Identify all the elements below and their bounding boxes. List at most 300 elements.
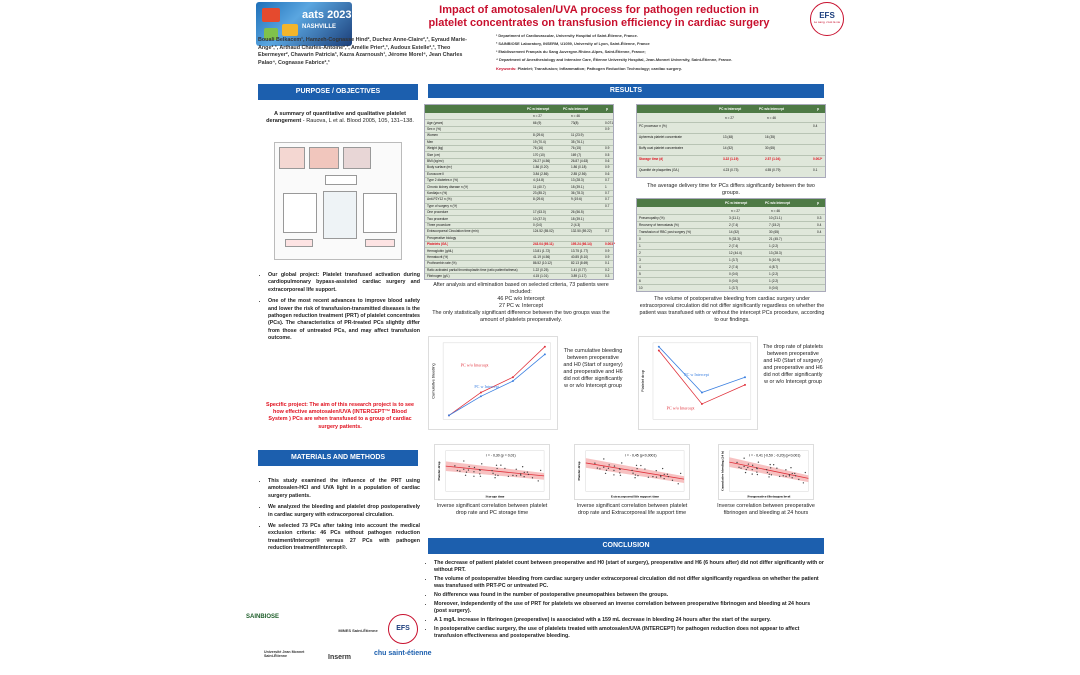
table1-caption-text: After analysis and elimination based on selected criteria, 73 patients were included:	[433, 282, 609, 295]
table-platelet-concentrates	[636, 104, 826, 178]
table1-cell: 170 (10)	[533, 152, 545, 157]
table3-cell: 0.3	[817, 215, 822, 220]
scatter-point	[468, 469, 469, 470]
summary-title: A summary of quantitative and qualitative platelet derangement	[266, 111, 406, 124]
scatter-point	[457, 470, 458, 471]
y-axis-label: Cumulative bleeding (24 h)	[720, 450, 725, 492]
scatter-point	[769, 464, 770, 465]
table1-cell: 0.7	[605, 229, 610, 234]
table3-cell: 1 (2.2)	[769, 271, 779, 276]
scatter-point	[512, 475, 513, 476]
table2-cell: 14 (52)	[723, 145, 734, 150]
congress-logo-text: aats 2023	[302, 9, 352, 21]
table2-n-1: n = 27	[725, 116, 734, 120]
table1-row-divider	[425, 215, 613, 216]
table3-cell: 6	[639, 278, 641, 283]
x-axis-label: Storage time	[485, 494, 505, 499]
table3-header-1: PC w Intercept	[725, 201, 748, 205]
y-axis-label: Platelet drop	[436, 461, 441, 481]
scatter-point	[783, 475, 784, 476]
poster-title	[414, 4, 784, 30]
scatter-point	[481, 463, 482, 464]
table1-cell: 41.19 (4.56)	[533, 254, 551, 259]
scatter-point	[648, 477, 649, 478]
table1-cell: 76 (16)	[533, 146, 544, 151]
table1-row-divider	[425, 209, 613, 210]
scatter-point	[594, 463, 595, 464]
summary-reference	[266, 111, 414, 125]
purpose-bullets	[262, 272, 420, 347]
table1-row-divider	[425, 126, 613, 127]
table1-cell: 1.86 (0.18)	[571, 165, 587, 170]
scatter-point	[527, 471, 528, 472]
correlation-annotation: r = - 0,45 (p<0,0001)	[624, 453, 657, 458]
data-point	[658, 346, 660, 348]
table1-cell: 36 (78.3)	[571, 190, 584, 195]
scatter-point	[459, 471, 460, 472]
table3-cell: 10	[639, 285, 643, 290]
conclusion-bullet-5: • A 1 mg/L increase in fibrinogen (preoperative) is associated with a 159 mL decrease in bleeding 24 hours after the start of the surgery.	[434, 617, 824, 624]
table1-row-divider	[425, 222, 613, 223]
table1-cell: Platelets (G/L)	[427, 242, 449, 247]
scatter-point	[632, 473, 633, 474]
table1-cell: 0.5	[605, 152, 610, 157]
scatter-point	[619, 472, 620, 473]
scatter-point	[538, 480, 539, 481]
scatter-point	[608, 468, 609, 469]
scatter-point	[756, 471, 757, 472]
table1-cell: 0.6	[605, 171, 610, 176]
scatter-point	[805, 472, 806, 473]
table3-cell: 2 (7.4)	[729, 222, 739, 227]
table1-cell: Three procedure	[427, 222, 451, 227]
table1-cell: 11 (40.7)	[533, 184, 546, 189]
efs-bottom-logo: EFS	[388, 614, 418, 644]
efs-logo-tagline: Le sang, c'est la vie	[813, 20, 841, 24]
scatter-point	[773, 464, 774, 465]
table3-cell: 30 (65)	[769, 229, 780, 234]
x-axis-label: Preoperative fibrinogen level	[747, 494, 791, 499]
table1-cell: 13.75 (1.77)	[571, 248, 589, 253]
table1-cell: Hematocrit (%)	[427, 254, 449, 259]
table1-cell: 4 (14.8)	[533, 178, 544, 183]
conclusion-bullet-6: • In postoperative cardiac surgery, the use of platelets treated with amotosalen/UVA (INTERCEPT) for pathogen reduction does not appear to affect transfusion effectiveness and postoperative bleeding.	[434, 626, 824, 640]
table1-cell: Preoperative biology	[427, 235, 457, 240]
table1-cell: 132.50 (59.22)	[571, 229, 592, 234]
scatter-point	[668, 476, 669, 477]
scatter-point	[504, 468, 505, 469]
scatter-point	[496, 465, 497, 466]
scatter-point	[752, 469, 753, 470]
table1-cell: Women	[427, 133, 438, 138]
keywords	[496, 66, 682, 71]
table1-cell: 124.52 (55.02)	[533, 229, 554, 234]
table1-cell: 0.9	[605, 248, 610, 253]
table1-cell: 0.3	[605, 274, 610, 279]
scatter-point	[636, 465, 637, 466]
table3-cell: 1 (2.2)	[769, 243, 779, 248]
table1-cell: Men	[427, 139, 434, 144]
scatter-point	[468, 466, 469, 467]
scatter-point	[620, 475, 621, 476]
scatter-point	[743, 458, 744, 459]
scatter-point	[473, 471, 474, 472]
table1-cell: Age (years)	[427, 120, 444, 125]
table3-cell: 4	[639, 264, 641, 269]
table1-cell: Fibrinogen (g/L)	[427, 274, 450, 279]
table1-row-divider	[425, 132, 613, 133]
scatter-point	[785, 469, 786, 470]
conclusion-banner: CONCLUSION	[428, 538, 824, 554]
table3-cell: 4 (8.7)	[769, 264, 779, 269]
scatter-point	[779, 476, 780, 477]
correlation-annotation: r = - 0,30 (p = 0,01)	[485, 453, 516, 458]
table1-cell: Sex n (%)	[427, 126, 441, 131]
table1-cell: Extracorporeal Circulation time (min)	[427, 229, 479, 234]
table1-row-divider	[425, 145, 613, 146]
table1-cell: 169 (7)	[571, 152, 582, 157]
platelet-drop-chart	[638, 336, 758, 430]
scatter-point	[522, 466, 523, 467]
scatter-point	[667, 474, 668, 475]
scatter-point	[619, 469, 620, 470]
scatter-point	[798, 479, 799, 480]
table3-header-2: PC w/o Intercept	[765, 201, 790, 205]
table1-cell: 18 (39.1)	[571, 184, 584, 189]
table3-cell: 5	[639, 271, 641, 276]
purpose-bullet-2: • One of the most recent advances to improve blood safety and lower the risk of transfusion-transmitted diseases is the pathogen reduction treatment (PRT) of platelet concentrates (PCs). The characteristics of PR-treated PCs slightly differ from those of untreated PCs, and may affect transfusion outcome.	[268, 298, 420, 342]
scatter-point	[606, 470, 607, 471]
table1-cell: 0.7	[605, 190, 610, 195]
data-point	[544, 353, 546, 355]
table1-cell: 26 (56.5)	[571, 210, 584, 215]
title-line-2: platelet concentrates on transfusion efficiency in cardiac surgery	[428, 17, 770, 29]
y-axis-label: Cumulative bleeding	[430, 363, 436, 399]
table3-cell: Transfusion of RBC post surgery (%)	[639, 229, 691, 234]
table1-cell: 11 (23.9)	[571, 133, 584, 138]
y-axis-label: Platelet drop	[640, 370, 646, 393]
table3-cell: 0	[639, 236, 641, 241]
scatter-point	[795, 475, 796, 476]
scatter-point	[785, 476, 786, 477]
table2-cell: 4.23 (0.73)	[723, 167, 739, 172]
scatter-point	[496, 468, 497, 469]
series-label: PC w/o Intercept	[460, 362, 489, 368]
affiliation-3: ³ Etablissement Français du Sang Auvergne-Rhône-Alpes, Saint-Étienne, France;	[496, 49, 646, 54]
affiliation-2: ² SAINBIOSE Laboratory, INSERM, U1059, University of Lyon, Saint-Étienne, France	[496, 41, 650, 46]
table2-cell: 30 (65)	[765, 145, 776, 150]
efs-logo-text: EFS	[819, 11, 835, 20]
scatter-point	[532, 477, 533, 478]
table3-cell: 0 (0.0)	[729, 278, 739, 283]
table1-cell: 0.9	[605, 254, 610, 259]
scatter-point	[748, 463, 749, 464]
table3-cell: Pneumopathy (%)	[639, 215, 665, 220]
table1-cell: 35 (76.1)	[571, 139, 584, 144]
table2-cell: 2.57 (1.04)	[765, 156, 781, 161]
table3-cell: 3 (11.1)	[729, 215, 740, 220]
scatter-point	[663, 478, 664, 479]
table1-list-1: 46 PC w/o Intercept	[497, 296, 545, 302]
table1-row-divider	[425, 196, 613, 197]
inserm-logo: Inserm	[328, 654, 351, 661]
scatter-point	[738, 467, 739, 468]
table3-n-1: n = 27	[731, 209, 740, 213]
data-point	[448, 414, 450, 416]
table1-cell: 0 (0.0)	[533, 222, 543, 227]
table1-cell: 76 (15)	[571, 146, 582, 151]
scatter-point	[479, 473, 480, 474]
table1-cell: Two procedure	[427, 216, 449, 221]
scatter-point	[776, 468, 777, 469]
table1-cell: 26.87 (4.63)	[571, 158, 589, 163]
scatter-point	[603, 458, 604, 459]
table1-header-1: PC w Intercept	[527, 107, 550, 111]
scatter-point	[770, 467, 771, 468]
table1-cell: Weight (kg)	[427, 146, 444, 151]
table3-cell: 0 (0.0)	[769, 285, 779, 290]
scatter-point	[644, 468, 645, 469]
table3-cell: 2 (7.4)	[729, 264, 739, 269]
scatter-point	[769, 474, 770, 475]
table1-cell: 40.85 (5.10)	[571, 254, 589, 259]
table3-cell: 0.4	[817, 222, 822, 227]
scatter-point	[631, 470, 632, 471]
table2-cell: Buffy coat platelet concentrates	[639, 145, 684, 150]
scatter-point	[736, 462, 737, 463]
table2-cell: 16 (35)	[765, 134, 776, 139]
table3-caption: The volume of postoperative bleeding from cardiac surgery under extracorporeal circulation did not differ significantly regardless on whether the patient was transfused with or without the intercept PCs procedure, according to our findings.	[639, 296, 825, 323]
scatter-point	[520, 474, 521, 475]
scatter-point	[495, 474, 496, 475]
table2-cell: 13 (48)	[723, 134, 734, 139]
table3-cell: 2	[639, 250, 641, 255]
data-point	[701, 392, 703, 394]
data-point	[512, 380, 514, 382]
chu-logo: chu saint-étienne	[374, 650, 432, 657]
table1-n-2: n = 46	[571, 114, 580, 118]
table1-cell: Euroscore II	[427, 171, 445, 176]
scatter-point	[789, 475, 790, 476]
table1-cell: 17 (63.0)	[533, 210, 546, 215]
affiliation-4: ⁴ Department of Anesthesiology and Intensive Care, Étienne University Hospital, Jean-Monnet University, Saint-Étienne, France.	[496, 57, 733, 62]
table2-cell: Storage time (d)	[639, 156, 664, 161]
table1-cell: 0.071	[605, 120, 613, 125]
table1-cell: 3.89 (1.17)	[571, 274, 587, 279]
table1-cell: 9 (19.6)	[571, 197, 582, 202]
scatter-point	[767, 472, 768, 473]
table1-cell: 1.22 (0.25)	[533, 267, 549, 272]
purpose-banner: PURPOSE / OBJECTIVES	[258, 84, 418, 100]
table1-cell: Prothrombin rate (%)	[427, 261, 457, 266]
keywords-text: Platelet; Transfusion; Inflammation; Pathogen Reduction Technology; cardiac surgery.	[517, 66, 682, 71]
table1-caption	[428, 282, 614, 324]
scatter-point	[656, 470, 657, 471]
scatter-point	[608, 464, 609, 465]
cumulative-bleeding-chart	[428, 336, 558, 430]
table2-caption: The average delivery time for PCs differs significantly between the two groups.	[647, 183, 815, 196]
series-label: PC w Intercept	[474, 383, 500, 389]
table-demographics	[424, 104, 614, 280]
data-point	[701, 403, 703, 405]
scatter-point	[454, 465, 455, 466]
x-axis-label: Extracorporeal life support time	[610, 494, 659, 499]
scatter-point	[790, 467, 791, 468]
materials-bullet-2: • We analyzed the bleeding and platelet drop postoperatively in cardiac surgery with extracorporeal circulation.	[268, 504, 420, 519]
table1-header-2: PC w/o Intercept	[563, 107, 588, 111]
scatter-point	[745, 472, 746, 473]
table3-cell: Recovery of hemostasis (%)	[639, 222, 679, 227]
conclusion-bullet-2: • The volume of postoperative bleeding from cardiac surgery under extracorporeal circulation did not differ significantly regardless on whether the patient was transfused with PRT-PC or untreated PC.	[434, 576, 824, 590]
scatter-point	[680, 473, 681, 474]
table1-cell: 3.84 (2.86)	[533, 171, 549, 176]
table1-cell: Anti-P2Y12 n (%)	[427, 197, 452, 202]
series-label: PC w Intercept	[684, 372, 709, 378]
data-point	[744, 384, 746, 386]
scatter-point	[523, 476, 524, 477]
materials-bullet-3: • We selected 73 PCs after taking into account the medical exclusion criteria: 46 PCs without pathogen reduction treatment/Intercept® versus 27 PCs with pathogen reduction treatment/Intercept®.	[268, 523, 420, 553]
scatter-point	[463, 469, 464, 470]
table1-row-divider	[425, 139, 613, 140]
table3-cell: 7 (15.2)	[769, 222, 780, 227]
scatter-point	[792, 477, 793, 478]
scatter-point	[640, 465, 641, 466]
table2-cell: 0.002*	[813, 156, 823, 161]
scatter-point	[634, 477, 635, 478]
table1-cell: 243.04 (69.11)	[533, 242, 554, 247]
table1-cell: 13 (28.3)	[571, 178, 584, 183]
table1-cell: 4.15 (1.01)	[533, 274, 549, 279]
caption-scatter-3: Inverse correlation between preoperative fibrinogen and bleeding at 24 hours	[717, 503, 815, 516]
scatter-point	[636, 468, 637, 469]
affiliation-1: ¹ Department of Cardiovascular, University Hospital of Saint-Étienne, France.	[496, 33, 638, 38]
table3-cell: 1 (3.7)	[729, 257, 739, 262]
scatter-point	[766, 469, 767, 470]
scatter-point	[740, 467, 741, 468]
materials-bullet-1: • This study examined the influence of the PRT using amotosalen-HCl and UVA light in a population of cardiac surgery patients.	[268, 478, 420, 500]
table2-cell: 0.1	[813, 167, 818, 172]
table1-cell: 0.003 *	[605, 242, 616, 247]
table3-cell: 1 (2.2)	[769, 278, 779, 283]
scatter-point	[803, 482, 804, 483]
scatter-point	[792, 473, 793, 474]
table1-cell: 13.81 (1.72)	[533, 248, 551, 253]
table3-cell: 10 (21.1)	[769, 215, 782, 220]
specific-project: Specific project: The aim of this research project is to see how effective amotosalen/UVA (INTERCEPT™ Blood System ) PCs are when transfused to a group of cardiac surgery patients.	[266, 402, 414, 430]
scatter-point	[652, 476, 653, 477]
data-point	[744, 376, 746, 378]
table1-cell: BMI (kg/m²)	[427, 158, 444, 163]
scatter-point	[491, 470, 492, 471]
table1-cell: One procedure	[427, 210, 449, 215]
table1-cell: 26.27 (4.56)	[533, 158, 551, 163]
title-line-1: Impact of amotosalen/UVA process for pathogen reduction in	[439, 4, 759, 16]
table1-cell: 0.7	[605, 178, 610, 183]
table1-cell: 19 (70.4)	[533, 139, 546, 144]
conclusion-bullet-3: • No difference was found in the number of postoperative pneumopathies between the groups.	[434, 592, 824, 599]
sainbiose-logo: SAINBIOSE	[246, 614, 280, 620]
scatter-point	[613, 470, 614, 471]
table3-cell: 21 (45.7)	[769, 236, 782, 241]
table2-cell: PC processor n (%)	[639, 123, 667, 128]
scatter-point	[508, 476, 509, 477]
y-axis-label: Platelet drop	[576, 461, 581, 481]
table1-cell: 86.52 (10.12)	[533, 261, 552, 266]
data-point	[658, 350, 660, 352]
scatter-point	[613, 474, 614, 475]
congress-logo-sub: NASHVILLE	[302, 24, 337, 30]
table3-cell: 9 (33.3)	[729, 236, 740, 241]
table3-cell: 1	[639, 243, 641, 248]
scatter-point	[771, 474, 772, 475]
table1-cell: 0.7	[605, 203, 610, 208]
conclusion-bullet-4: • Moreover, independently of the use of PRT for platelets we observed an inverse correlation between preoperative fibrinogen and bleeding at 24 hours (post surgery).	[434, 601, 824, 615]
scatter-point	[662, 468, 663, 469]
table2-cell: 3.22 (1.19)	[723, 156, 739, 161]
scatter-point	[756, 468, 757, 469]
table1-cell: 73(8)	[571, 120, 579, 125]
table3-cell: 12 (44.4)	[729, 250, 742, 255]
scatter-point	[743, 466, 744, 467]
series-label: PC w/o Intercept	[666, 405, 695, 411]
scatter-point	[494, 477, 495, 478]
efs-logo	[810, 2, 844, 36]
caption-scatter-1: Inverse significant correlation between platelet drop rate and PC storage time	[436, 503, 548, 516]
scatter-point	[480, 476, 481, 477]
table2-header-3: p	[817, 107, 819, 111]
scatter-point	[747, 467, 748, 468]
table1-cell: Kardiaja n (%)	[427, 190, 448, 195]
scatter-ecls-time	[574, 444, 690, 500]
caption-scatter-2: Inverse significant correlation between platelet drop rate and Extracorporeal life support time	[576, 503, 688, 516]
scatter-point	[660, 476, 661, 477]
scatter-point	[678, 483, 679, 484]
table1-cell: Hemoglobin (g/dL)	[427, 248, 454, 253]
caption-drop: The drop rate of platelets between preoperative and H0 (Start of surgery) and preoperative and H6 did not differ significantly w or w/o Intercept group	[763, 344, 823, 385]
data-point	[512, 376, 514, 378]
table1-cell: Type 2 diabetes n (%)	[427, 178, 459, 183]
keywords-label: Keywords:	[496, 66, 517, 71]
purpose-bullet-1: • Our global project: Platelet transfused activation during cardiopulmonary bypass-assisted cardiac surgery and extracorporeal life support.	[268, 272, 420, 294]
table1-cell: 0.9	[605, 126, 610, 131]
table1-cell: Body surface (m²)	[427, 165, 453, 170]
scatter-point	[500, 464, 501, 465]
scatter-point	[492, 473, 493, 474]
data-point	[480, 395, 482, 397]
scatter-point	[758, 462, 759, 463]
conclusion-bullet-1: • The decrease of patient platelet count between preoperative and H0 (start of surgery), preoperative and H6 (6 hours after) did not differ significantly with or without PRT.	[434, 560, 824, 574]
table1-cell: 0.6	[605, 158, 610, 163]
scatter-point	[746, 469, 747, 470]
affiliations	[496, 32, 816, 64]
table1-cell: Type of surgery n (%)	[427, 203, 458, 208]
table1-row-divider	[425, 190, 613, 191]
scatter-point	[752, 473, 753, 474]
table1-cell: Size (cm)	[427, 152, 441, 157]
table1-cell: 0.7	[605, 197, 610, 202]
table1-cell: 2.85 (2.56)	[571, 171, 587, 176]
scatter-point	[597, 467, 598, 468]
materials-banner: MATERIALS AND METHODS	[258, 450, 418, 466]
table-postoperative	[636, 198, 826, 292]
scatter-point	[516, 475, 517, 476]
scatter-point	[605, 473, 606, 474]
table3-cell: 1 (3.7)	[729, 285, 739, 290]
table3-header-3: p	[817, 201, 819, 205]
table3-n-2: n = 46	[771, 209, 780, 213]
scatter-point	[672, 480, 673, 481]
scatter-point	[497, 475, 498, 476]
